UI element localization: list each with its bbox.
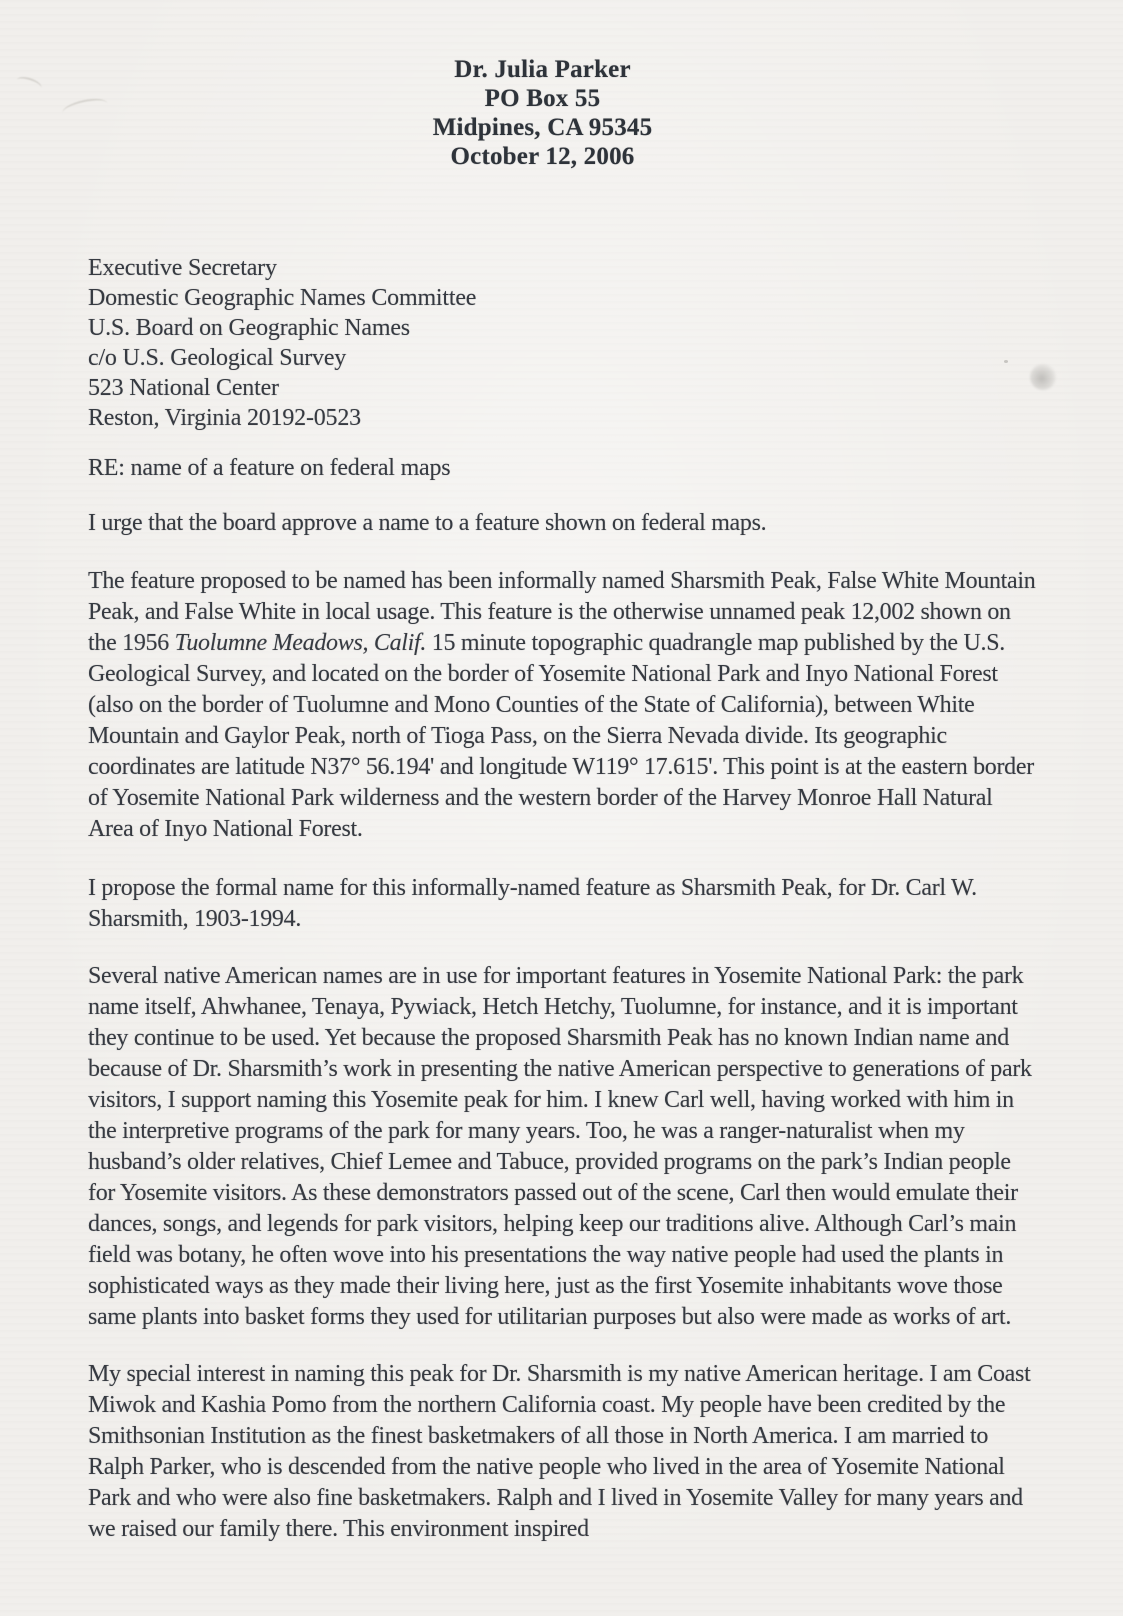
sender-po-box: PO Box 55 bbox=[484, 85, 601, 112]
recipient-line: c/o U.S. Geological Survey bbox=[88, 345, 347, 371]
paragraph-personal-heritage: My special interest in naming this peak for Dr. Sharsmith is my native American heritage. I am Coast Miwok and Kashia Pomo from the northern California coast. My people have been credited by the Smithsonian Institution as the finest basketmakers of all those in North America. I am married to Ralph Parker, who is descended from the native people who lived in the area of Yosemite National Park and who were also fine basketmakers. Ralph and I lived in Yosemite Valley for many years and we raised our family there. This environment inspired bbox=[88, 1361, 1031, 1542]
paragraph-text-before-map-title: The feature proposed to be named has been informally named Sharsmith Peak, False White Mountain Peak, and False White in local usage. This feature is the otherwise unnamed peak 12,002 shown on the 1956 bbox=[88, 568, 1036, 656]
recipient-address bbox=[88, 253, 1123, 433]
sender-name: Dr. Julia Parker bbox=[454, 56, 631, 83]
paragraph-text-after-map-title: 15 minute topographic quadrangle map published by the U.S. Geological Survey, and located on the border of Yosemite National Park and Inyo National Forest (also on the border of Tuolumne and Mono Counties of the State of California), between White Mountain and Gaylor Peak, north of Tioga Pass, on the Sierra Nevada divide. Its geographic coordinates are latitude N37° 56.194' and longitude W119° 17.615'. This point is at the eastern border of Yosemite National Park wilderness and the western border of the Harvey Monroe Hall Natural Area of Inyo National Forest. bbox=[88, 630, 1034, 842]
letterhead bbox=[0, 0, 1085, 171]
paragraph-name-proposal: I propose the formal name for this informally-named feature as Sharsmith Peak, for Dr. Carl W. Sharsmith, 1903-1994. bbox=[88, 875, 977, 932]
recipient-line: Domestic Geographic Names Committee bbox=[88, 285, 477, 311]
sender-city-state-zip: Midpines, CA 95345 bbox=[432, 114, 653, 141]
recipient-line: 523 National Center bbox=[88, 375, 279, 401]
recipient-line: Reston, Virginia 20192-0523 bbox=[88, 405, 361, 431]
scan-smudge-artifact bbox=[1030, 364, 1056, 390]
recipient-line: Executive Secretary bbox=[88, 255, 277, 281]
subject-line: RE: name of a feature on federal maps bbox=[88, 455, 451, 481]
paragraph-native-american-names: Several native American names are in use for important features in Yosemite National Park: the park name itself, Ahwhanee, Tenaya, Pywiack, Hetch Hetchy, Tuolumne, for instance, and it is important they continue to be used. Yet because the proposed Sharsmith Peak has no known Indian name and because of Dr. Sharsmith’s work in presenting the native American perspective to generations of park visitors, I support naming this Yosemite peak for him. I knew Carl well, having worked with him in the interpretive programs of the park for many years. Too, he was a ranger-naturalist when my husband’s older relatives, Chief Lemee and Tabuce, provided programs on the park’s Indian people for Yosemite visitors. As these demonstrators passed out of the scene, Carl then would emulate their dances, songs, and legends for park visitors, helping keep our traditions alive. Although Carl’s main field was botany, he often wove into his presentations the way native people had used the plants in sophisticated ways as they made their living here, just as the first Yosemite inhabitants wove those same plants into basket forms they used for utilitarian purposes but also were made as works of art. bbox=[88, 963, 1032, 1330]
opening-paragraph: I urge that the board approve a name to a feature shown on federal maps. bbox=[88, 510, 767, 536]
map-title-italic: Tuolumne Meadows, Calif. bbox=[174, 630, 427, 656]
scan-speck-artifact bbox=[1004, 360, 1008, 363]
paragraph-feature-description bbox=[88, 566, 1040, 845]
recipient-line: U.S. Board on Geographic Names bbox=[88, 315, 410, 341]
letter-date: October 12, 2006 bbox=[450, 143, 635, 170]
